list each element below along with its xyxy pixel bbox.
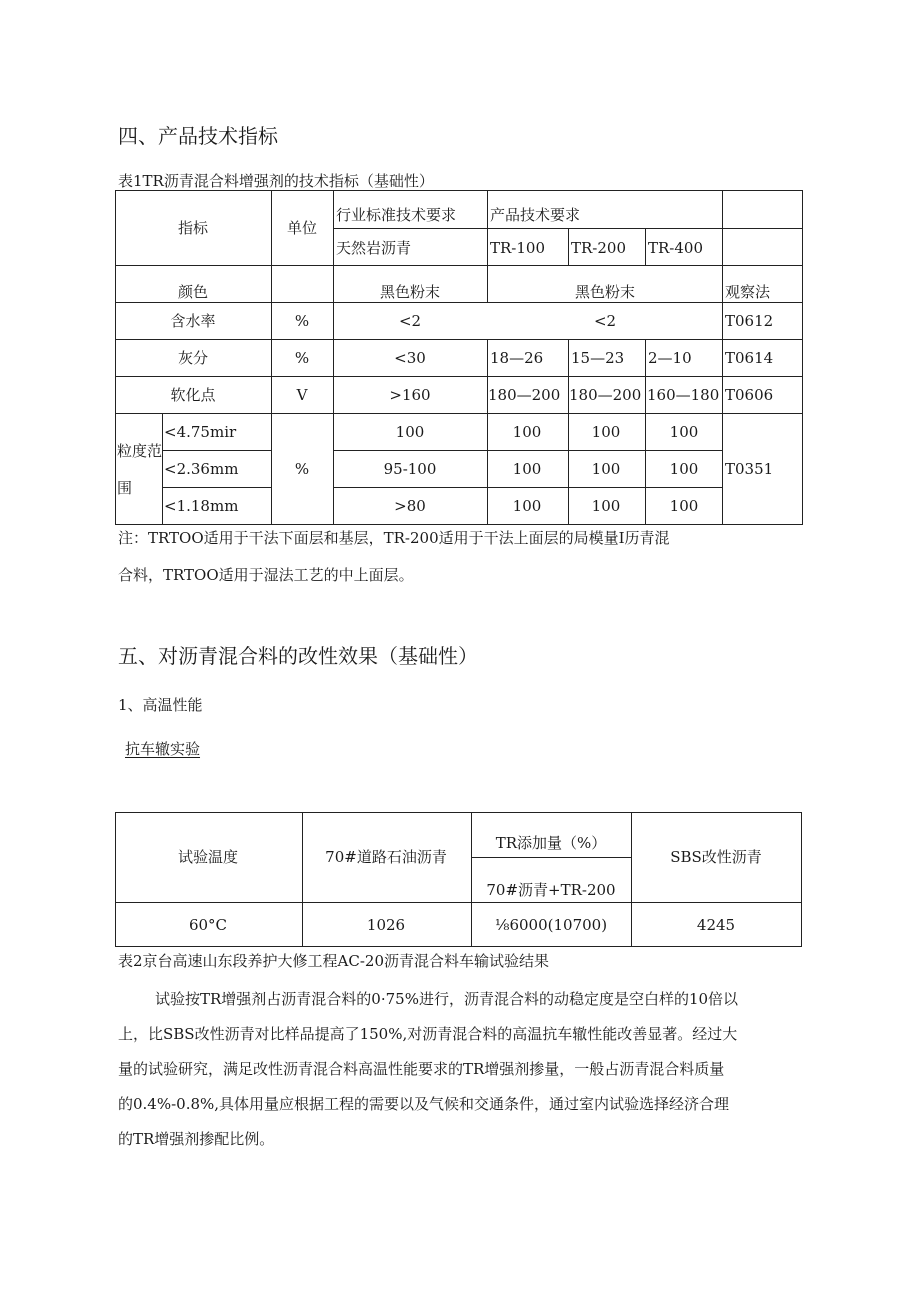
row-ash-std: <30 (394, 349, 426, 367)
row-moisture-name: 含水率 (170, 312, 216, 330)
grad-std: 95-100 (383, 460, 437, 478)
grad-tr400: 100 (669, 460, 699, 478)
grad-tr200: 100 (591, 423, 621, 441)
row-gradation-name-1: 粒度范 (117, 442, 163, 460)
th-unit: 单位 (286, 219, 318, 237)
grad-size: <4.75mir (164, 423, 237, 441)
row-moisture-product: <2 (593, 312, 617, 330)
t2-v-70: 1026 (366, 916, 406, 934)
section5-sub1 (118, 694, 203, 715)
paragraph-line: 上，比SBS改性沥青对比样品提高了150%,对沥青混合料的高温抗车辙性能改善显著。经过大 (118, 1025, 738, 1043)
th-product-req: 产品技术要求 (490, 206, 581, 224)
row-ash-unit: % (294, 349, 310, 367)
row-moisture-std: <2 (398, 312, 422, 330)
t2-h-sbs: SBS改性沥青 (670, 848, 762, 866)
row-color-method: 观察法 (725, 283, 771, 301)
paragraph-line: 量的试验研究，满足改性沥青混合料高温性能要求的TR增强剂掺量，一般占沥青混合料质量 (118, 1060, 725, 1078)
row-gradation-unit: % (294, 460, 310, 478)
row-ash-name: 灰分 (177, 349, 209, 367)
table1-note-line2: 合料，TRTOO适用于湿法工艺的中上面层。 (118, 566, 414, 584)
row-gradation-method: T0351 (725, 460, 774, 478)
grad-size: <1.18mm (164, 497, 239, 515)
row-softening-method: T0606 (725, 386, 774, 404)
th-natural-asphalt: 天然岩沥青 (336, 239, 412, 257)
grad-std: >80 (394, 497, 426, 515)
row-color-std: 黑色粉末 (379, 283, 441, 301)
grad-tr100: 100 (512, 460, 542, 478)
grad-tr200: 100 (591, 497, 621, 515)
row-softening-std: >160 (389, 386, 431, 404)
t2-v-sbs: 4245 (696, 916, 736, 934)
row-softening-tr100: 180—200 (488, 386, 561, 404)
grad-tr100: 100 (512, 423, 542, 441)
row-ash-tr100: 18—26 (490, 349, 544, 367)
paragraph-line: 的TR增强剂掺配比例。 (118, 1130, 275, 1148)
section5-title: 五、对沥青混合料的改性效果（基础性） (118, 644, 478, 668)
paragraph-line: 试验按TR增强剂占沥青混合料的0·75%进行，沥青混合料的动稳定度是空白样的10倍以 (155, 990, 739, 1008)
table2-caption: 表2京台高速山东段养护大修工程AC-20沥青混合料车输试验结果 (118, 952, 550, 970)
row-softening-tr400: 160—180 (647, 386, 720, 404)
section5-sub1-item: 抗车辙实验 (125, 740, 201, 758)
table1-caption: 表1TR沥青混合料增强剂的技术指标（基础性） (118, 172, 434, 190)
grad-tr400: 100 (669, 497, 699, 515)
row-moisture-unit: % (294, 312, 310, 330)
row-ash-tr400: 2—10 (648, 349, 692, 367)
section4-title: 四、产品技术指标 (118, 124, 278, 148)
row-ash-tr200: 15—23 (571, 349, 625, 367)
table1-note-line1: 注：TRTOO适用于干法下面层和基层，TR-200适用于干法上面层的局模量I历青混 (118, 529, 670, 547)
th-tr100: TR-100 (490, 239, 545, 257)
row-softening-tr200: 180—200 (569, 386, 642, 404)
th-industry-std: 行业标准技术要求 (336, 206, 457, 224)
t2-v-temp: 60°C (188, 916, 228, 934)
th-tr200: TR-200 (571, 239, 626, 257)
row-color-product: 黑色粉末 (574, 283, 636, 301)
grad-tr100: 100 (512, 497, 542, 515)
row-softening-unit: V (296, 386, 308, 404)
sub1-text: 1、高温性能 (118, 696, 203, 714)
row-moisture-method: T0612 (725, 312, 774, 330)
row-softening-name: 软化点 (170, 386, 216, 404)
th-indicator: 指标 (177, 219, 209, 237)
th-tr400: TR-400 (648, 239, 703, 257)
t2-h-70: 70#道路石油沥青 (325, 848, 447, 866)
paragraph-line: 的0.4%-0.8%,具体用量应根据工程的需要以及气候和交通条件，通过室内试验选择经济合理 (118, 1095, 730, 1113)
t2-v-tr: ⅛6000(10700) (494, 916, 608, 934)
row-ash-method: T0614 (725, 349, 774, 367)
grad-tr400: 100 (669, 423, 699, 441)
t2-h-temp: 试验温度 (177, 848, 239, 866)
grad-tr200: 100 (591, 460, 621, 478)
grad-std: 100 (395, 423, 425, 441)
t2-h-tr: TR添加量（%） (495, 834, 607, 852)
grad-size: <2.36mm (164, 460, 239, 478)
row-color-name: 颜色 (177, 283, 209, 301)
row-gradation-name-2: 围 (117, 479, 133, 497)
t2-h-tr-sub: 70#沥青+TR-200 (486, 881, 616, 899)
